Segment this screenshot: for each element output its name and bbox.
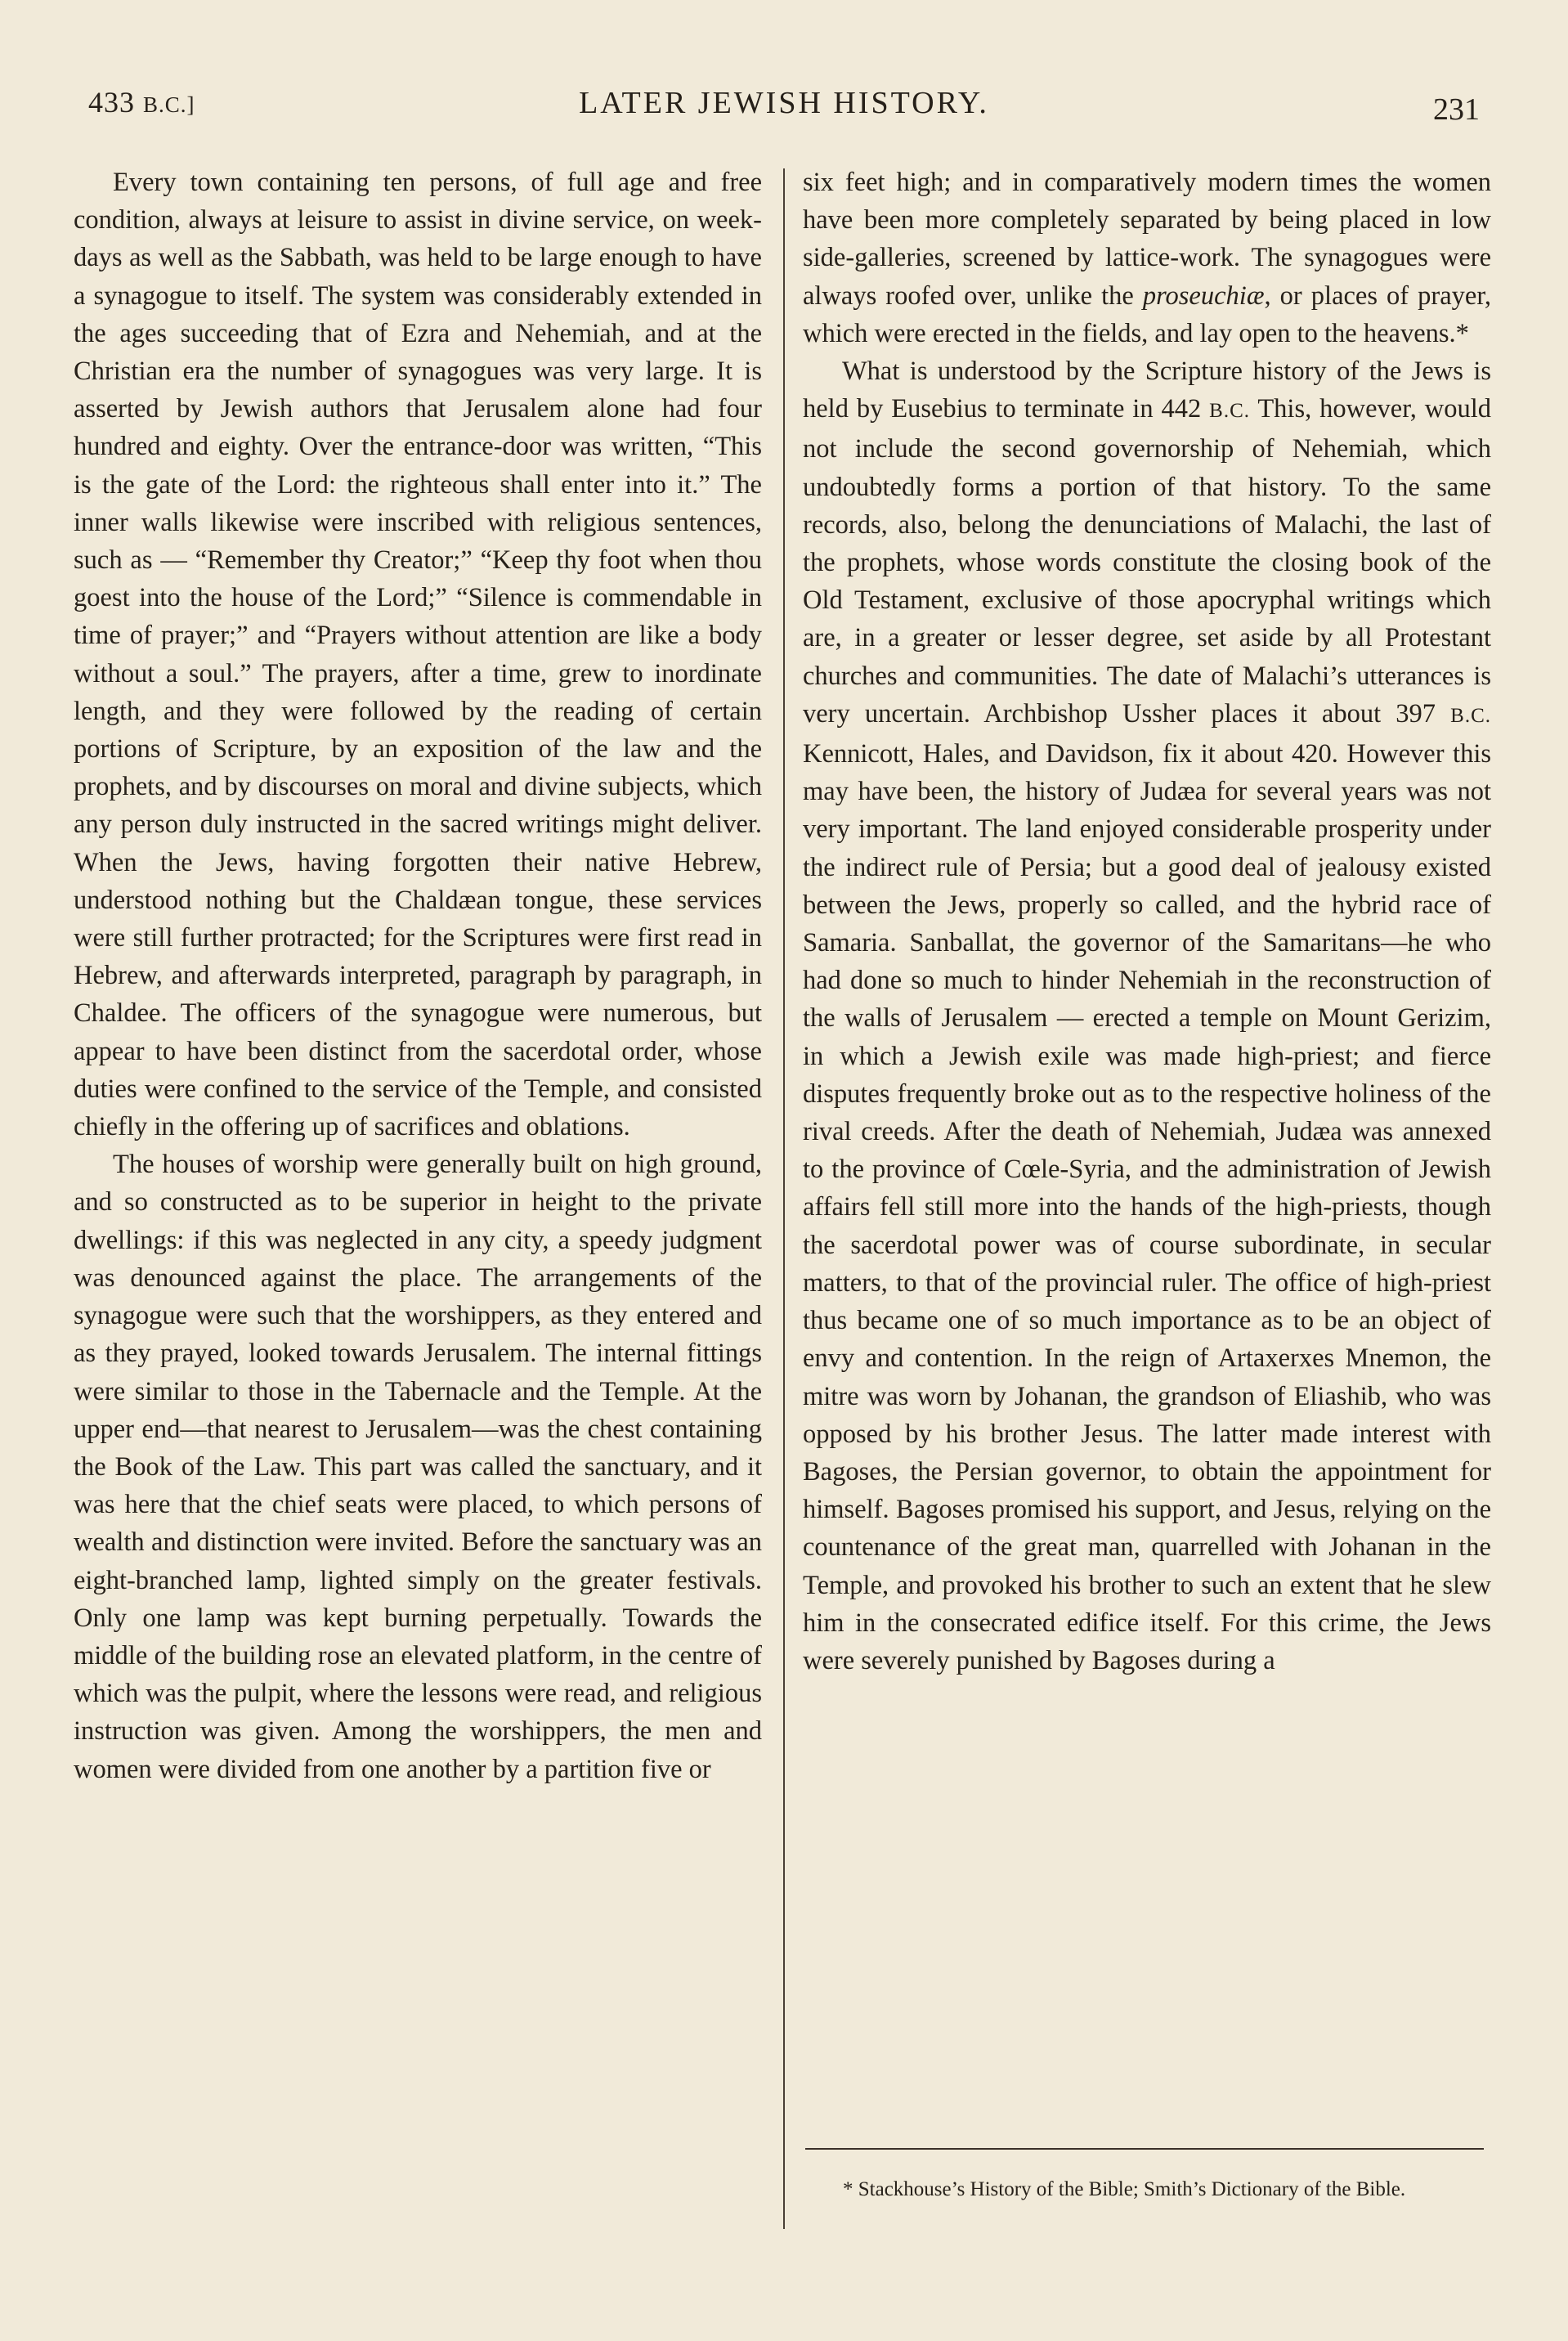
right-column bbox=[803, 164, 1491, 1680]
era-abbreviation: B.C. bbox=[1209, 400, 1250, 423]
column-divider bbox=[783, 168, 785, 2229]
page-number: 231 bbox=[1433, 92, 1480, 127]
text-segment: six feet high; and in comparatively modern times the women have been more completely separated by being placed in low side-galleries, screened by lattice-work. The synagogues were always roofed over, unlike the bbox=[803, 168, 1491, 311]
paragraph bbox=[803, 352, 1491, 1680]
text-segment: This, however, would not include the second governorship of Nehemiah, which undoubtedly forms a portion of that history. To the same records, also, belong the denunciations of Malachi, the last of the prophets, whose words constitute the closing book of the Old Testament, exclusive of those apocryphal writings which are, in a greater or lesser degree, set aside by all Protestant churches and communities. The date of Malachi’s utterances is very uncertain. Archbishop Ussher places it about 397 bbox=[803, 394, 1491, 729]
italic-term: proseuchiæ bbox=[1142, 280, 1265, 311]
era-abbreviation: B.C. bbox=[1450, 704, 1491, 727]
header-era: B.C.] bbox=[143, 92, 195, 117]
text-segment: Kennicott, Hales, and Davidson, fix it about 420. However this may have been, the history of Judæa for several years was not very important. The land enjoyed considerable prosperity under the indirect rule of Persia; but a good deal of jealousy existed between the Jews, properly so called, and the hybrid race of Samaria. Sanballat, the governor of the Samaritans—he who had done so much to hinder Nehemiah in the reconstruction of the walls of Jerusalem — erected a temple on Mount Gerizim, in which a Jewish exile was made high-priest; and fierce disputes frequently broke out as to the respective holiness of the rival creeds. After the death of Nehemiah, Judæa was annexed to the province of Cœle-Syria, and the administration of Jewish affairs fell still more into the hands of the high-priests, though the sacerdotal power was of course subordinate, in secular matters, to that of the provincial ruler. The office of high-priest thus became one of so much importance as to be an object of envy and contention. In the reign of Artaxerxes Mnemon, the mitre was worn by Johanan, the grandson of Eliashib, who was opposed by his brother Jesus. The latter made interest with Bagoses, the Persian governor, to obtain the appointment for himself. Bagoses promised his support, and Jesus, relying on the countenance of the great man, quarrelled with Johanan in the Temple, and provoked his brother to such an extent that he slew him in the consecrated edifice itself. For this crime, the Jews were severely punished by Bagoses during a bbox=[803, 739, 1491, 1675]
left-column bbox=[74, 164, 762, 1788]
text-segment: What is understood by the Scripture history of the Jews is held by Eusebius to terminate in 442 bbox=[803, 357, 1491, 424]
running-header bbox=[0, 85, 1568, 134]
footnote-rule bbox=[805, 2148, 1484, 2150]
paragraph: Every town containing ten persons, of full age and free condition, always at leisure to assist in divine service, on week-days as well as the Sabbath, was held to be large enough to have a synagogue to itself. The system was considerably extended in the ages succeeding that of Ezra and Nehemiah, and at the Christian era the number of synagogues was very large. It is asserted by Jewish authors that Jerusalem alone had four hundred and eighty. Over the entrance-door was written, “This is the gate of the Lord: the righteous shall enter into it.” The inner walls likewise were inscribed with religious sentences, such as — “Remember thy Creator;” “Keep thy foot when thou goest into the house of the Lord;” “Silence is commendable in time of prayer;” and “Prayers without attention are like a body without a soul.” The prayers, after a time, grew to inordinate length, and they were followed by the reading of certain portions of Scripture, by an exposition of the law and the prophets, and by discourses on moral and divine subjects, which any person duly instructed in the sacred writings might deliver. When the Jews, having forgotten their native Hebrew, understood nothing but the Chaldæan tongue, these services were still further protracted; for the Scriptures were first read in Hebrew, and afterwards interpreted, paragraph by paragraph, in Chaldee. The officers of the synagogue were numerous, but appear to have been distinct from the sacerdotal order, whose duties were confined to the service of the Temple, and consisted chiefly in the offering up of sacrifices and oblations. bbox=[74, 168, 762, 1142]
header-year: 433 bbox=[88, 86, 135, 119]
paragraph: The houses of worship were generally built on high ground, and so constructed as to be superior in height to the private dwellings: if this was neglected in any city, a speedy judgment was denounced against the place. The arrangements of the synagogue were such that the worshippers, as they entered and as they prayed, looked towards Jerusalem. The internal fittings were similar to those in the Tabernacle and the Temple. At the upper end—that nearest to Jerusalem—was the chest containing the Book of the Law. This part was called the sanctuary, and it was here that the chief seats were placed, to which persons of wealth and distinction were invited. Before the sanctuary was an eight-branched lamp, lighted simply on the greater festivals. Only one lamp was kept burning perpetually. Towards the middle of the building rose an elevated platform, in the centre of which was the pulpit, where the lessons were read, and religious instruction was given. Among the worshippers, the men and women were divided from one another by a partition five or bbox=[74, 1150, 762, 1784]
header-title: LATER JEWISH HISTORY. bbox=[579, 86, 989, 120]
footnote: * Stackhouse’s History of the Bible; Smith’s Dictionary of the Bible. bbox=[843, 2178, 1406, 2200]
text-segment: , or places of prayer, which were erected in the fields, and lay open to the heavens.* bbox=[803, 280, 1491, 348]
paragraph-continuation bbox=[803, 164, 1491, 352]
